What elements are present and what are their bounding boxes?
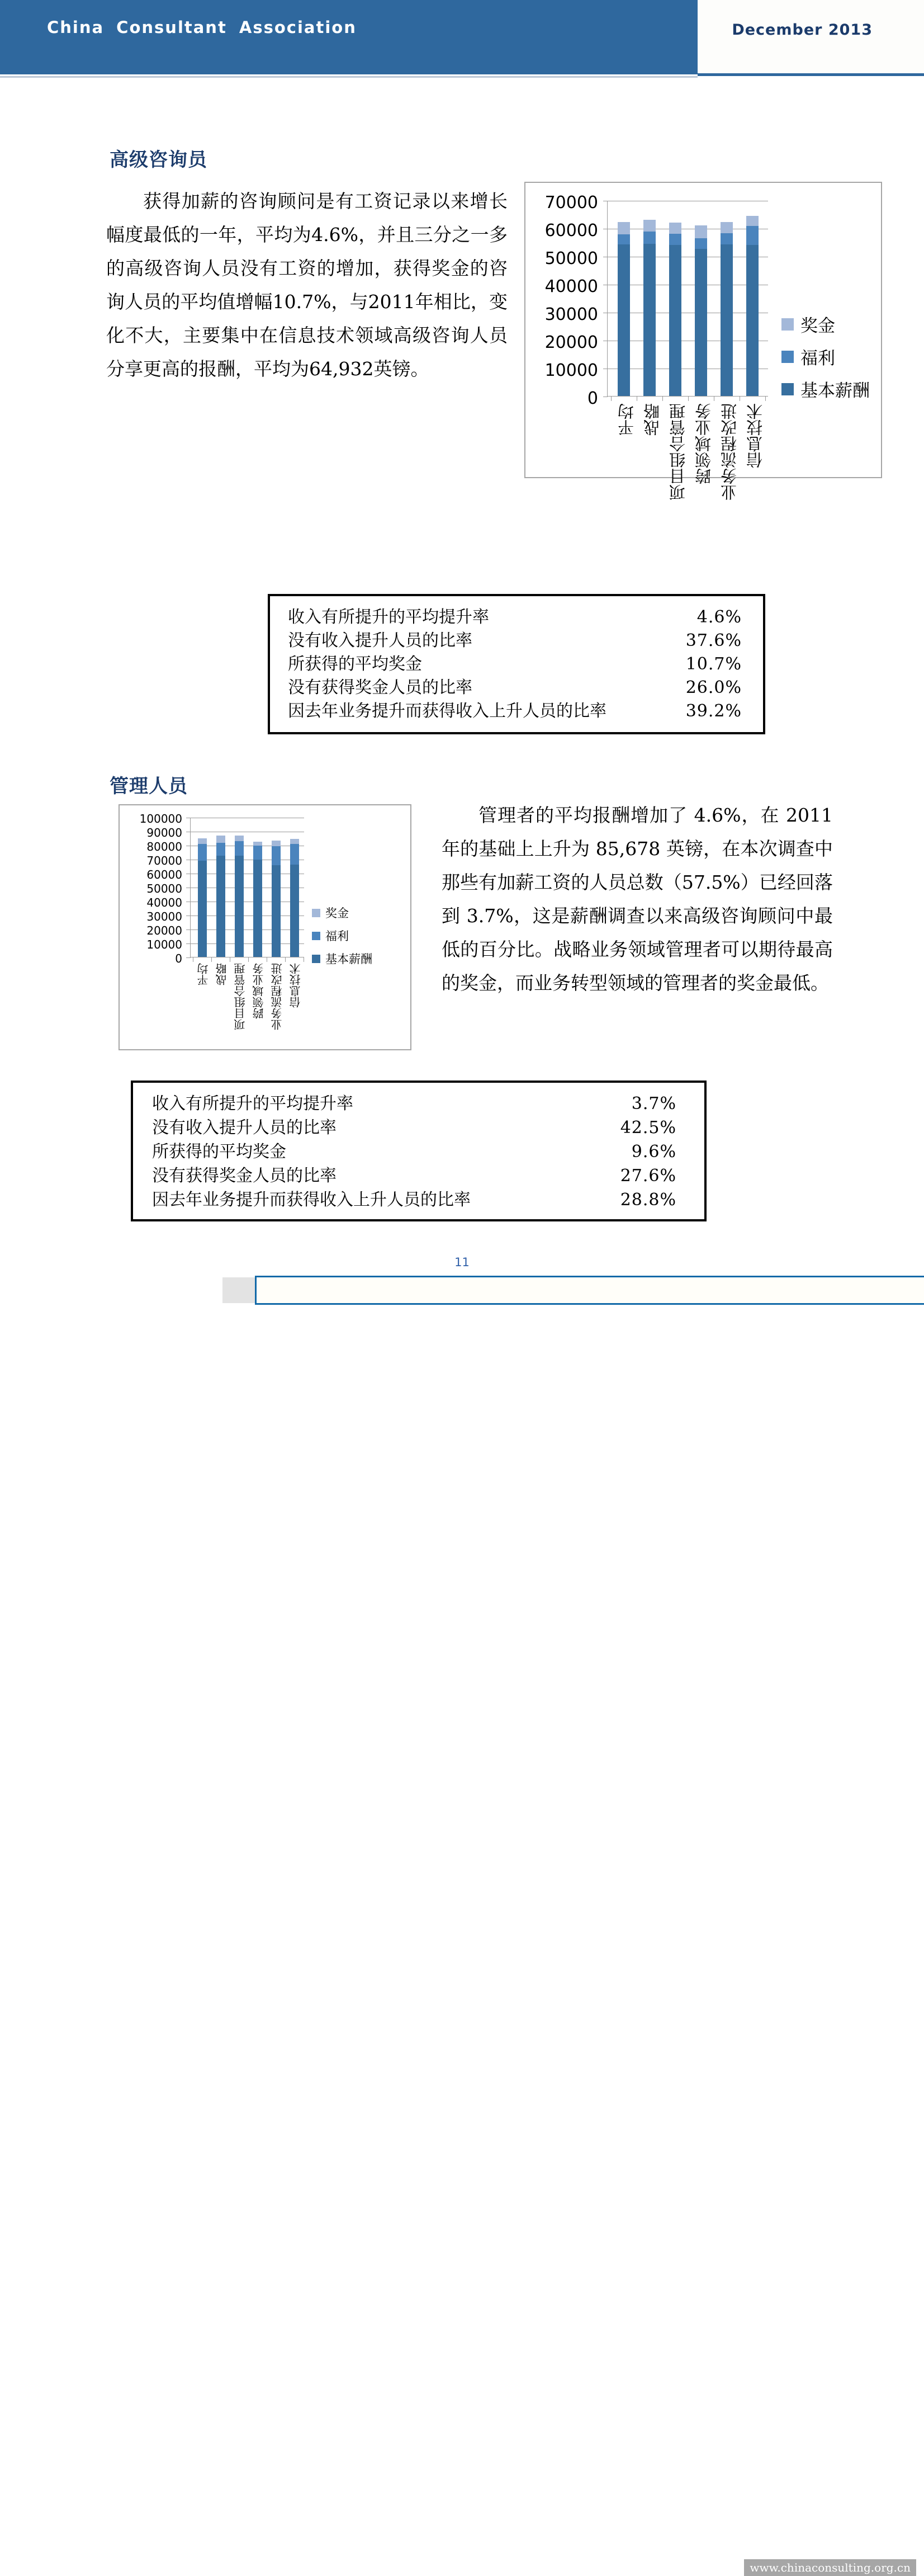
chart2-seg-bonus-5: [290, 839, 299, 844]
manager-stats-rows: [133, 1083, 704, 1210]
chart2-seg-benefit-5: [290, 844, 299, 864]
chart2-seg-benefit-1: [216, 843, 225, 856]
chart1-inner: [525, 183, 881, 501]
chart1-legend-label-bonus: 奖金: [800, 316, 835, 336]
chart1-seg-bonus-5: [746, 216, 759, 226]
chart2-legend-bonus: [312, 904, 349, 921]
chart1-seg-benefit-3: [695, 238, 707, 249]
chart1-xlabel-0: 平均: [617, 403, 636, 436]
chart1-xlabel-2: 项目组合管理: [669, 403, 688, 501]
chart1-seg-base-4: [721, 244, 733, 397]
chart2-ytick-40000: 40000: [146, 896, 182, 909]
chart1-seg-benefit-2: [669, 234, 681, 245]
issue-date: December 2013: [732, 21, 873, 39]
chart1-bar-平均: [618, 222, 630, 397]
chart1-ytick-0: 0: [587, 389, 598, 408]
manager-pay-chart: [119, 804, 411, 1050]
section-paragraph-manager: 管理者的平均报酬增加了 4.6%，在 2011 年的基础上上升为 85,678 英镑，在本次调查中那些有加薪工资的人员总数（57.5%）已经回落到 3.7%，这是薪酬调查以来高级咨询顾问中最低的百分比。战略业务领域管理者可以期待最高的奖金，而业务转型领域的管理者的奖金最低。: [442, 804, 833, 994]
chart1-xtickmark-6: [765, 396, 766, 401]
chart2-seg-base-3: [253, 860, 262, 957]
chart1-seg-bonus-1: [643, 220, 656, 232]
chart1-seg-bonus-0: [618, 222, 630, 234]
footer-left-tab: [222, 1277, 255, 1303]
chart2-seg-bonus-2: [235, 836, 244, 842]
chart2-ytick-70000: 70000: [146, 854, 182, 867]
chart1-legend-label-base: 基本薪酬: [800, 381, 870, 401]
chart2-xlabel-2: 项目组合管理: [234, 963, 247, 1030]
chart1-seg-base-5: [746, 245, 759, 396]
chart1-ytick-50000: 50000: [544, 249, 598, 268]
chart2-legend-label-base: 基本薪酬: [325, 952, 372, 966]
chart1-legend-base: [781, 376, 870, 402]
chart1-legend-label-benefit: 福利: [800, 348, 835, 369]
senior-consultant-stats-table: [268, 594, 765, 734]
chart2-ytickmark-10000: [186, 943, 191, 944]
table-row: [133, 1089, 704, 1114]
chart1-seg-bonus-4: [721, 222, 733, 234]
stat-label: 收入有所提升的平均提升率: [288, 607, 489, 627]
chart1-xlabel-3: 跨领域业务: [694, 403, 713, 484]
chart2-ytick-60000: 60000: [146, 868, 182, 881]
chart2-seg-benefit-4: [272, 846, 281, 866]
senior-stats-rows: [270, 596, 763, 720]
chart2-ytick-10000: 10000: [146, 938, 182, 951]
stat-label: 没有收入提升人员的比率: [152, 1118, 337, 1138]
table-row: [133, 1186, 704, 1210]
chart2-xlabel-1: 战略: [215, 963, 229, 985]
stat-value: 27.6%: [620, 1166, 676, 1186]
stat-label: 没有获得奖金人员的比率: [152, 1166, 337, 1186]
chart2-seg-benefit-2: [235, 841, 244, 855]
section-heading-manager: 管理人员: [110, 775, 188, 798]
publication-title: China Consultant Association: [47, 18, 357, 37]
chart2-legend-swatch-benefit: [312, 932, 320, 940]
chart1-xtickmark-2: [662, 396, 663, 401]
table-row: [133, 1162, 704, 1186]
stat-value: 9.6%: [631, 1142, 676, 1162]
chart1-seg-benefit-1: [643, 232, 656, 244]
chart1-plot-area: [607, 201, 768, 397]
chart2-xlabel-0: 平均: [197, 963, 210, 985]
chart1-seg-base-0: [618, 244, 630, 396]
chart1-bar-项目组合管理: [669, 223, 681, 396]
stat-label: 因去年业务提升而获得收入上升人员的比率: [288, 701, 606, 721]
chart1-bar-信息技术: [746, 216, 759, 396]
table-row: [270, 697, 763, 720]
chart2-seg-bonus-4: [272, 841, 281, 846]
chart2-seg-base-1: [216, 856, 225, 957]
chart1-legend-bonus: [781, 312, 835, 337]
table-row: [270, 650, 763, 673]
chart1-bar-业务流程改进: [721, 222, 733, 397]
chart2-seg-base-4: [272, 865, 281, 957]
chart2-bar-跨领域业务: [253, 842, 262, 957]
chart1-xlabel-4: 业务流程改进: [720, 403, 739, 501]
chart2-ytick-90000: 90000: [146, 826, 182, 839]
stat-value: 4.6%: [696, 607, 742, 627]
footer-website-url: www.chinaconsulting.org.cn: [744, 2559, 916, 2576]
chart2-seg-benefit-3: [253, 846, 262, 860]
chart1-ytick-30000: 30000: [544, 305, 598, 324]
chart2-ytick-20000: 20000: [146, 924, 182, 937]
table-row: [133, 1114, 704, 1138]
section-paragraph-senior-consultant: 获得加薪的咨询顾问是有工资记录以来增长幅度最低的一年，平均为4.6%，并且三分之一多的高级咨询人员没有工资的增加，获得奖金的咨询人员的平均值增幅10.7%，与2011年相比，变化不大，主要集中在信息技术领域高级咨询人员分享更高的报酬，平均为64,932英镑。: [106, 190, 508, 380]
chart1-seg-benefit-5: [746, 226, 759, 246]
chart1-xtickmark-3: [688, 396, 689, 401]
stat-value: 28.8%: [620, 1190, 676, 1210]
stat-value: 3.7%: [631, 1094, 676, 1114]
chart2-xlabel-3: 跨领域业务: [252, 963, 266, 1019]
chart2-ytick-0: 0: [175, 952, 182, 965]
table-row: [270, 603, 763, 626]
chart1-ytick-10000: 10000: [544, 361, 598, 380]
stat-label: 收入有所提升的平均提升率: [152, 1094, 353, 1114]
chart1-xlabel-1: 战略: [643, 403, 662, 436]
chart2-xtickmark-1: [211, 957, 212, 962]
chart1-bar-战略: [643, 220, 656, 396]
chart1-seg-benefit-4: [721, 233, 733, 244]
stat-value: 26.0%: [685, 678, 742, 697]
chart2-seg-benefit-0: [198, 844, 207, 861]
page-number: 11: [454, 1256, 470, 1269]
chart2-seg-bonus-1: [216, 836, 225, 843]
chart2-seg-base-2: [235, 856, 244, 957]
chart1-seg-benefit-0: [618, 234, 630, 245]
table-row: [270, 673, 763, 697]
chart1-seg-base-2: [669, 245, 681, 397]
chart2-bar-平均: [198, 838, 207, 957]
chart2-xlabel-4: 业务流程改进: [271, 963, 284, 1030]
stat-label: 没有获得奖金人员的比率: [288, 678, 472, 697]
table-row: [270, 626, 763, 650]
chart2-ytick-80000: 80000: [146, 840, 182, 853]
stat-label: 因去年业务提升而获得收入上升人员的比率: [152, 1190, 471, 1210]
chart2-legend-label-benefit: 福利: [325, 930, 349, 943]
chart2-legend-benefit: [312, 927, 349, 944]
chart2-ytickmark-0: [186, 957, 191, 958]
chart2-xtickmark-5: [285, 957, 286, 962]
chart2-legend-base: [312, 950, 372, 967]
section-heading-senior-consultant: 高级咨询员: [110, 149, 207, 171]
chart2-bar-战略: [216, 836, 225, 957]
chart1-xlabel-5: 信息技术: [746, 403, 765, 468]
stat-label: 所获得的平均奖金: [288, 654, 422, 674]
stat-value: 42.5%: [620, 1118, 676, 1138]
stat-value: 37.6%: [685, 631, 742, 650]
chart2-ytick-50000: 50000: [146, 882, 182, 895]
chart1-bar-跨领域业务: [695, 225, 707, 396]
chart2-seg-base-0: [198, 861, 207, 957]
chart1-legend-swatch-bonus: [781, 318, 794, 331]
chart2-xlabel-5: 信息技术: [289, 963, 302, 1008]
chart1-xtickmark-0: [611, 396, 612, 401]
chart1-ytick-40000: 40000: [544, 277, 598, 296]
chart1-seg-base-3: [695, 249, 707, 397]
chart2-seg-base-5: [290, 865, 299, 957]
chart2-bar-业务流程改进: [272, 841, 281, 957]
chart1-ytick-20000: 20000: [544, 333, 598, 352]
chart1-seg-bonus-3: [695, 225, 707, 238]
chart1-legend-benefit: [781, 344, 835, 369]
chart2-gridline-10000: [191, 943, 304, 944]
stat-value: 39.2%: [685, 701, 742, 721]
chart2-legend-swatch-base: [312, 955, 320, 963]
chart1-ytick-60000: 60000: [544, 221, 598, 240]
chart2-inner: [120, 805, 410, 1049]
chart1-legend-swatch-base: [781, 383, 794, 395]
chart2-xtickmark-3: [248, 957, 249, 962]
chart1-seg-base-1: [643, 244, 656, 396]
chart2-bar-项目组合管理: [235, 836, 244, 957]
stat-label: 所获得的平均奖金: [152, 1142, 286, 1162]
chart1-ytick-70000: 70000: [544, 193, 598, 213]
chart2-plot-area: [190, 818, 304, 957]
chart2-ytick-30000: 30000: [146, 910, 182, 923]
header-date-underline: [698, 73, 924, 76]
header-rule: [0, 76, 698, 78]
manager-stats-table: [131, 1081, 707, 1221]
stat-label: 没有收入提升人员的比率: [288, 631, 472, 650]
table-row: [133, 1138, 704, 1162]
senior-consultant-pay-chart: [524, 182, 882, 501]
chart2-legend-swatch-bonus: [312, 909, 320, 917]
chart2-ytick-100000: 100000: [139, 812, 182, 825]
chart1-legend-swatch-benefit: [781, 351, 794, 363]
footer-band: [255, 1276, 924, 2574]
chart1-seg-bonus-2: [669, 223, 681, 234]
chart2-bar-信息技术: [290, 839, 299, 957]
chart2-seg-bonus-0: [198, 838, 207, 844]
stat-value: 10.7%: [685, 654, 742, 674]
chart2-legend-label-bonus: 奖金: [325, 907, 349, 920]
